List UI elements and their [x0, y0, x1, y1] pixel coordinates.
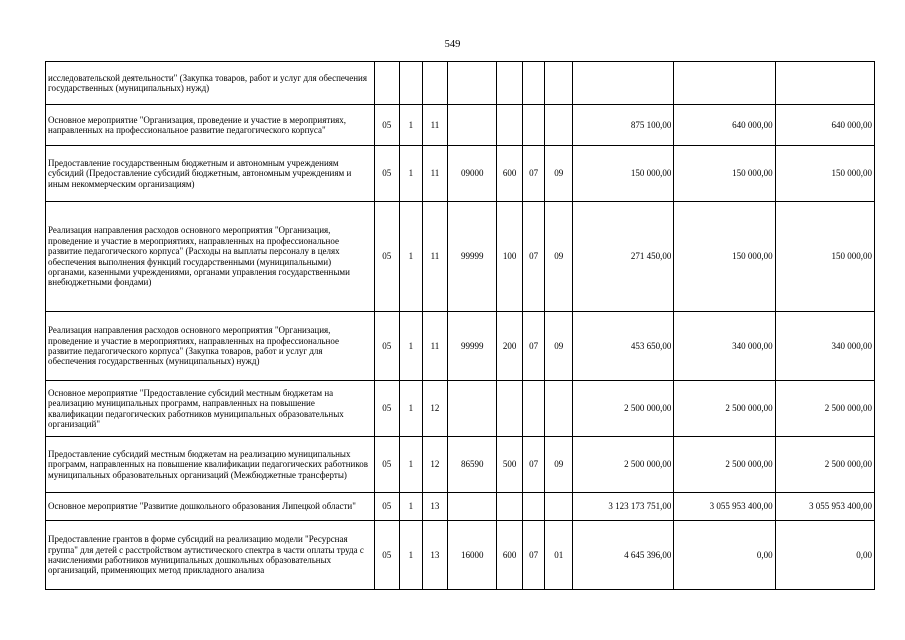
table-row: [46, 437, 875, 493]
row-description: Реализация направления расходов основного мероприятия "Организация, проведение и участие в мероприятиях, направленных на профессиональное развитие педагогического корпуса" (Закупка товаров, работ и услуг для обеспечения государственных (муниципальных) нужд): [46, 312, 375, 381]
cell-code: 13: [422, 493, 448, 521]
cell-amount: [674, 62, 775, 105]
table-row: [46, 521, 875, 590]
cell-code: 12: [422, 381, 448, 437]
cell-code: 100: [497, 202, 523, 312]
cell-code: 01: [545, 521, 573, 590]
cell-amount: [775, 62, 874, 105]
table-row: [46, 105, 875, 146]
table-row: [46, 493, 875, 521]
cell-code: 07: [522, 202, 545, 312]
row-description: Предоставление субсидий местным бюджетам на реализацию муниципальных программ, направленных на повышение квалификации педагогических работников муниципальных образовательных организаций (Межбюджетные трансферты): [46, 437, 375, 493]
cell-amount: [573, 62, 674, 105]
cell-code: 05: [374, 146, 400, 202]
cell-code: [522, 105, 545, 146]
cell-amount: 150 000,00: [674, 202, 775, 312]
cell-amount: 150 000,00: [775, 202, 874, 312]
cell-code: [545, 105, 573, 146]
cell-amount: 2 500 000,00: [775, 381, 874, 437]
cell-amount: 150 000,00: [674, 146, 775, 202]
cell-code: 05: [374, 521, 400, 590]
cell-code: 1: [400, 521, 423, 590]
cell-amount: 875 100,00: [573, 105, 674, 146]
cell-code: 09: [545, 437, 573, 493]
cell-code: [545, 62, 573, 105]
cell-amount: 0,00: [775, 521, 874, 590]
cell-code: 16000: [448, 521, 497, 590]
cell-code: 05: [374, 312, 400, 381]
row-description: Предоставление грантов в форме субсидий на реализацию модели "Ресурсная группа" для детей с расстройством аутистического спектра в части оплаты труда с начислениями работников муниципальных дошкольных образовательных организаций, применяющих метод прикладного анализа: [46, 521, 375, 590]
cell-amount: 2 500 000,00: [775, 437, 874, 493]
cell-amount: 640 000,00: [674, 105, 775, 146]
cell-code: [422, 62, 448, 105]
cell-code: 600: [497, 521, 523, 590]
cell-code: [448, 62, 497, 105]
cell-code: 05: [374, 202, 400, 312]
row-description: Основное мероприятие "Организация, проведение и участие в мероприятиях, направленных на профессиональное развитие педагогического корпуса": [46, 105, 375, 146]
cell-code: 07: [522, 521, 545, 590]
cell-code: 1: [400, 202, 423, 312]
cell-code: [400, 62, 423, 105]
cell-amount: 150 000,00: [573, 146, 674, 202]
cell-code: [448, 105, 497, 146]
cell-amount: 453 650,00: [573, 312, 674, 381]
cell-code: 99999: [448, 202, 497, 312]
cell-code: 1: [400, 381, 423, 437]
cell-amount: 271 450,00: [573, 202, 674, 312]
cell-code: 09000: [448, 146, 497, 202]
cell-amount: 340 000,00: [674, 312, 775, 381]
page-number: 549: [444, 39, 461, 50]
table-row: [46, 202, 875, 312]
cell-amount: 150 000,00: [775, 146, 874, 202]
cell-amount: 3 055 953 400,00: [775, 493, 874, 521]
cell-amount: 0,00: [674, 521, 775, 590]
table-row: [46, 381, 875, 437]
row-description: Предоставление государственным бюджетным и автономным учреждениям субсидий (Предоставление субсидий бюджетным, автономным учреждениям и иным некоммерческим организациям): [46, 146, 375, 202]
cell-code: 1: [400, 437, 423, 493]
cell-code: 1: [400, 493, 423, 521]
cell-code: [448, 493, 497, 521]
cell-code: [522, 493, 545, 521]
cell-code: [545, 381, 573, 437]
row-description: Основное мероприятие "Предоставление субсидий местным бюджетам на реализацию муниципальных программ, направленных на повышение квалификации педагогических работников муниципальных образовательных организаций": [46, 381, 375, 437]
cell-code: [497, 493, 523, 521]
cell-code: [497, 381, 523, 437]
cell-code: 1: [400, 146, 423, 202]
cell-code: 11: [422, 202, 448, 312]
table-row: [46, 146, 875, 202]
cell-code: 09: [545, 312, 573, 381]
cell-code: 86590: [448, 437, 497, 493]
cell-code: 05: [374, 105, 400, 146]
cell-code: 05: [374, 437, 400, 493]
cell-code: [545, 493, 573, 521]
cell-amount: 3 123 173 751,00: [573, 493, 674, 521]
cell-code: 200: [497, 312, 523, 381]
cell-code: [497, 62, 523, 105]
cell-code: 07: [522, 437, 545, 493]
table-row: [46, 312, 875, 381]
row-description: Реализация направления расходов основного мероприятия "Организация, проведение и участие в мероприятиях, направленных на профессиональное развитие педагогического корпуса" (Расходы на выплаты персоналу в целях обеспечения выполнения функций государственными (муниципальными) органами, казенными учреждениями, органами управления государственными внебюджетными фондами): [46, 202, 375, 312]
cell-code: 11: [422, 105, 448, 146]
cell-code: [522, 62, 545, 105]
row-description: исследовательской деятельности" (Закупка товаров, работ и услуг для обеспечения государственных (муниципальных) нужд): [46, 62, 375, 105]
cell-amount: 2 500 000,00: [573, 381, 674, 437]
cell-code: 99999: [448, 312, 497, 381]
cell-code: [497, 105, 523, 146]
cell-code: [448, 381, 497, 437]
cell-amount: 4 645 396,00: [573, 521, 674, 590]
cell-code: [374, 62, 400, 105]
row-description: Основное мероприятие "Развитие дошкольного образования Липецкой области": [46, 493, 375, 521]
cell-code: 07: [522, 312, 545, 381]
cell-code: 600: [497, 146, 523, 202]
cell-code: 05: [374, 381, 400, 437]
cell-code: 1: [400, 312, 423, 381]
cell-code: 500: [497, 437, 523, 493]
cell-amount: 3 055 953 400,00: [674, 493, 775, 521]
cell-code: 05: [374, 493, 400, 521]
cell-amount: 2 500 000,00: [674, 437, 775, 493]
cell-code: 1: [400, 105, 423, 146]
cell-amount: 2 500 000,00: [573, 437, 674, 493]
cell-code: [522, 381, 545, 437]
cell-code: 13: [422, 521, 448, 590]
budget-table: [45, 61, 875, 590]
cell-code: 11: [422, 312, 448, 381]
cell-code: 07: [522, 146, 545, 202]
table-row: [46, 62, 875, 105]
cell-code: 09: [545, 202, 573, 312]
cell-code: 11: [422, 146, 448, 202]
cell-code: 09: [545, 146, 573, 202]
cell-amount: 640 000,00: [775, 105, 874, 146]
cell-amount: 340 000,00: [775, 312, 874, 381]
cell-code: 12: [422, 437, 448, 493]
cell-amount: 2 500 000,00: [674, 381, 775, 437]
